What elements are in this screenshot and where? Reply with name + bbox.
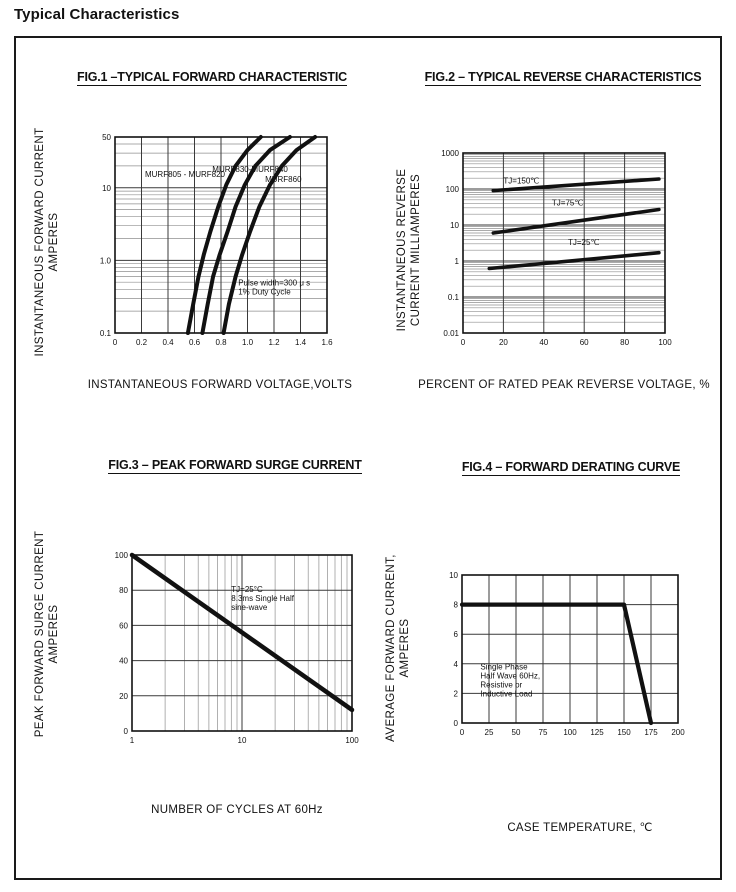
svg-text:8.3ms Single Half: 8.3ms Single Half	[231, 594, 295, 603]
svg-text:MURF860: MURF860	[265, 175, 302, 184]
svg-text:Single Phase: Single Phase	[480, 662, 528, 672]
svg-text:100: 100	[114, 551, 128, 560]
fig4-chart	[427, 565, 693, 748]
svg-text:1.6: 1.6	[321, 338, 333, 347]
svg-text:75: 75	[538, 728, 548, 737]
svg-text:1000: 1000	[441, 149, 459, 158]
svg-text:10: 10	[102, 183, 111, 193]
svg-text:80: 80	[119, 586, 128, 596]
svg-text:TJ=25°C: TJ=25°C	[231, 585, 263, 594]
svg-text:50: 50	[511, 728, 521, 737]
svg-text:200: 200	[671, 728, 685, 737]
svg-text:TJ=150℃: TJ=150℃	[503, 176, 540, 186]
svg-text:100: 100	[563, 728, 577, 737]
svg-text:sine-wave: sine-wave	[231, 603, 268, 612]
svg-text:100: 100	[345, 736, 359, 745]
fig1-title	[40, 70, 384, 86]
svg-text:1.2: 1.2	[268, 338, 280, 347]
svg-text:MURF805 - MURF820: MURF805 - MURF820	[144, 170, 225, 180]
svg-text:40: 40	[539, 338, 549, 347]
svg-text:1.4: 1.4	[294, 338, 307, 347]
svg-text:25: 25	[484, 728, 494, 737]
svg-text:Inductive Load: Inductive Load	[480, 689, 533, 699]
fig1-chart	[81, 127, 343, 360]
svg-text:1.0: 1.0	[241, 338, 254, 347]
svg-text:8: 8	[453, 600, 458, 610]
fig2-x-axis-label: PERCENT OF RATED PEAK REVERSE VOLTAGE, %	[418, 379, 710, 391]
fig1-x-axis-label: INSTANTANEOUS FORWARD VOLTAGE,VOLTS	[87, 379, 353, 391]
svg-text:4: 4	[453, 659, 458, 669]
svg-text:0: 0	[459, 728, 465, 737]
svg-text:0: 0	[123, 727, 128, 736]
fig3-title	[60, 458, 410, 474]
svg-text:20: 20	[498, 338, 508, 347]
svg-text:0.6: 0.6	[188, 338, 201, 347]
fig2-chart	[428, 143, 680, 358]
page-title: Typical Characteristics	[14, 6, 180, 23]
svg-text:175: 175	[644, 728, 658, 737]
svg-text:60: 60	[119, 621, 128, 631]
svg-text:0.1: 0.1	[447, 293, 459, 302]
fig4-x-axis-label: CASE TEMPERATURE, ℃	[507, 822, 653, 834]
svg-text:1.0: 1.0	[99, 256, 111, 266]
svg-text:125: 125	[590, 728, 604, 737]
svg-text:6: 6	[453, 630, 458, 640]
svg-text:60: 60	[579, 338, 589, 347]
svg-text:1% Duty Cycle: 1% Duty Cycle	[238, 287, 291, 297]
svg-text:1: 1	[454, 257, 459, 266]
svg-text:TJ=75℃: TJ=75℃	[551, 198, 584, 208]
svg-text:0: 0	[112, 338, 118, 347]
svg-text:20: 20	[119, 691, 128, 701]
svg-text:10: 10	[449, 571, 458, 580]
svg-text:0.4: 0.4	[162, 338, 174, 347]
svg-text:100: 100	[445, 185, 459, 194]
svg-text:80: 80	[620, 338, 630, 347]
fig4-y-axis-label: AVERAGE FORWARD CURRENT, AMPERES	[385, 554, 411, 742]
svg-text:0.2: 0.2	[135, 338, 148, 347]
svg-text:150: 150	[617, 728, 631, 737]
svg-text:1: 1	[129, 736, 135, 745]
svg-text:50: 50	[102, 133, 111, 142]
svg-text:Half Wave 60Hz,: Half Wave 60Hz,	[480, 671, 541, 681]
svg-text:10: 10	[237, 736, 247, 745]
svg-text:0.1: 0.1	[99, 329, 111, 338]
svg-text:Pulse width=300 μ s: Pulse width=300 μ s	[238, 278, 311, 288]
fig2-y-axis-label: INSTANTANEOUS REVERSE CURRENT MILLIAMPERES	[396, 168, 422, 332]
svg-text:0.8: 0.8	[215, 338, 227, 347]
svg-text:MURF830-MURF840: MURF830-MURF840	[212, 165, 288, 174]
fig2-title	[410, 70, 716, 86]
svg-text:Resistive or: Resistive or	[480, 680, 523, 690]
svg-text:0: 0	[460, 338, 466, 347]
fig3-y-axis-label: PEAK FORWARD SURGE CURRENT AMPERES	[34, 530, 60, 738]
fig4-title-text: FIG.4 – FORWARD DERATING CURVE	[461, 460, 681, 474]
fig1-y-axis-label: INSTANTANEOUS FORWARD CURRENT AMPERES	[34, 127, 60, 357]
fig3-x-axis-label: NUMBER OF CYCLES AT 60Hz	[151, 804, 323, 816]
svg-text:0.01: 0.01	[443, 329, 459, 338]
fig2-title-text: FIG.2 – TYPICAL REVERSE CHARACTERISTICS	[424, 70, 702, 84]
svg-text:100: 100	[658, 338, 672, 347]
fig3-chart	[97, 545, 367, 756]
svg-text:40: 40	[119, 656, 128, 666]
svg-text:0: 0	[453, 719, 458, 728]
svg-text:TJ=25℃: TJ=25℃	[568, 237, 600, 247]
fig1-title-text: FIG.1 –TYPICAL FORWARD CHARACTERISTIC	[77, 70, 347, 84]
svg-text:10: 10	[450, 221, 459, 230]
svg-text:2: 2	[453, 689, 458, 699]
fig4-title	[418, 460, 724, 476]
fig3-title-text: FIG.3 – PEAK FORWARD SURGE CURRENT	[108, 458, 362, 472]
